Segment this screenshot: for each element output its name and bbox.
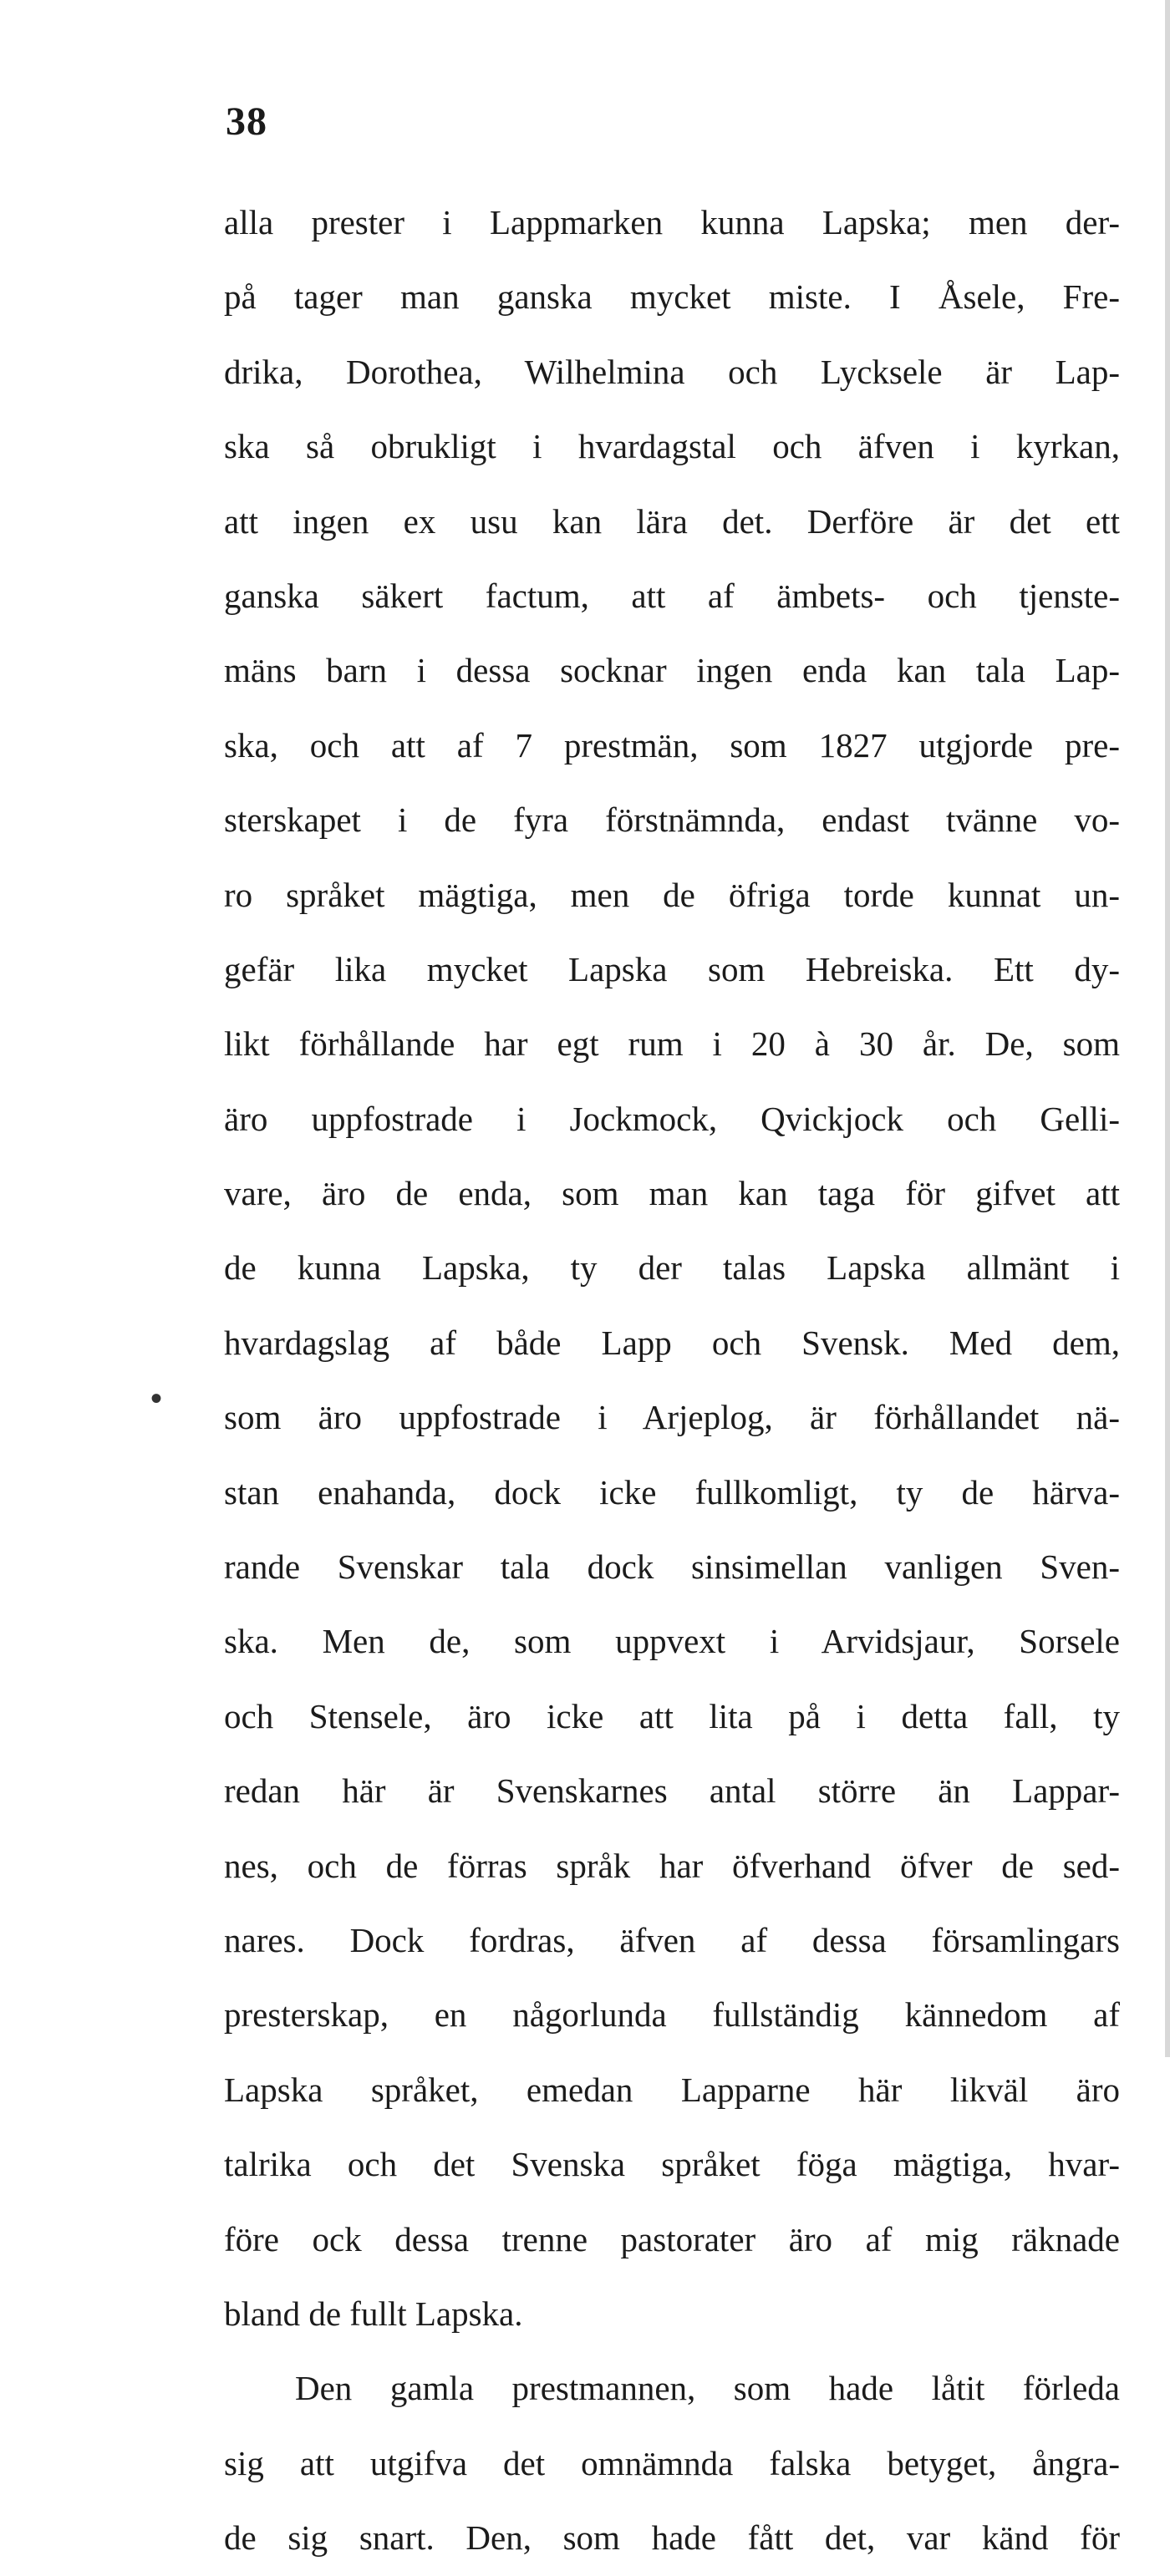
text-line: mäns barn i dessa socknar ingen enda kan tala Lap- (224, 651, 1120, 690)
text-line: och Stensele, äro icke att lita på i detta fall, ty (224, 1696, 1120, 1735)
text-line: de kunna Lapska, ty der talas Lapska allmänt i (224, 1248, 1120, 1288)
text-line: ska, och att af 7 prestmän, som 1827 utgjorde pre- (224, 725, 1120, 765)
page-number: 38 (226, 99, 267, 144)
text-line: drika, Dorothea, Wilhelmina och Lycksele är Lap- (224, 352, 1120, 391)
text-line: vare, äro de enda, som man kan taga för gifvet att (224, 1174, 1120, 1213)
text-line: Lapska språket, emedan Lapparne här likväl äro (224, 2070, 1120, 2109)
text-line: på tager man ganska mycket miste. I Åsele, Fre- (224, 277, 1120, 317)
text-line: som äro uppfostrade i Arjeplog, är förhållandet nä- (224, 1398, 1120, 1437)
page-edge (1165, 0, 1170, 2057)
text-line: hvardagslag af både Lapp och Svensk. Med dem, (224, 1323, 1120, 1362)
text-line: äro uppfostrade i Jockmock, Qvickjock och Gelli- (224, 1099, 1120, 1138)
body-text (224, 185, 1120, 2576)
margin-mark: • (150, 1379, 163, 1417)
text-line: före ock dessa trenne pastorater äro af mig räknade (224, 2219, 1120, 2258)
text-line: ro språket mägtiga, men de öfriga torde kunnat un- (224, 875, 1120, 914)
text-line: nares. Dock fordras, äfven af dessa församlingars (224, 1920, 1120, 1959)
text-line: redan här är Svenskarnes antal större än Lappar- (224, 1771, 1120, 1811)
text-line: att ingen ex usu kan lära det. Derföre är det ett (224, 501, 1120, 541)
text-line: talrika och det Svenska språket föga mägtiga, hvar- (224, 2145, 1120, 2184)
text-line: stan enahanda, dock icke fullkomligt, ty de härva- (224, 1472, 1120, 1512)
text-line: nes, och de förras språk har öfverhand öfver de sed- (224, 1846, 1120, 1885)
text-line: likt förhållande har egt rum i 20 à 30 år. De, som (224, 1024, 1120, 1064)
text-line: de sig snart. Den, som hade fått det, var känd för (224, 2518, 1120, 2558)
text-line: ska. Men de, som uppvext i Arvidsjaur, Sorsele (224, 1622, 1120, 1661)
text-line: ganska säkert factum, att af ämbets- och tjenste- (224, 576, 1120, 615)
text-line: bland de fullt Lapska. (224, 2294, 523, 2333)
text-line: rande Svenskar tala dock sinsimellan vanligen Sven- (224, 1547, 1120, 1587)
text-line: gefär lika mycket Lapska som Hebreiska. Ett dy- (224, 949, 1120, 988)
text-line: Den gamla prestmannen, som hade låtit förleda (295, 2369, 1120, 2408)
text-line: sig att utgifva det omnämnda falska betyget, ångra- (224, 2443, 1120, 2482)
text-line: sterskapet i de fyra förstnämnda, endast tvänne vo- (224, 800, 1120, 840)
text-line: alla prester i Lappmarken kunna Lapska; men der- (224, 203, 1120, 241)
text-line: presterskap, en någorlunda fullständig kännedom af (224, 1995, 1120, 2035)
text-line: ska så obrukligt i hvardagstal och äfven i kyrkan, (224, 427, 1120, 466)
